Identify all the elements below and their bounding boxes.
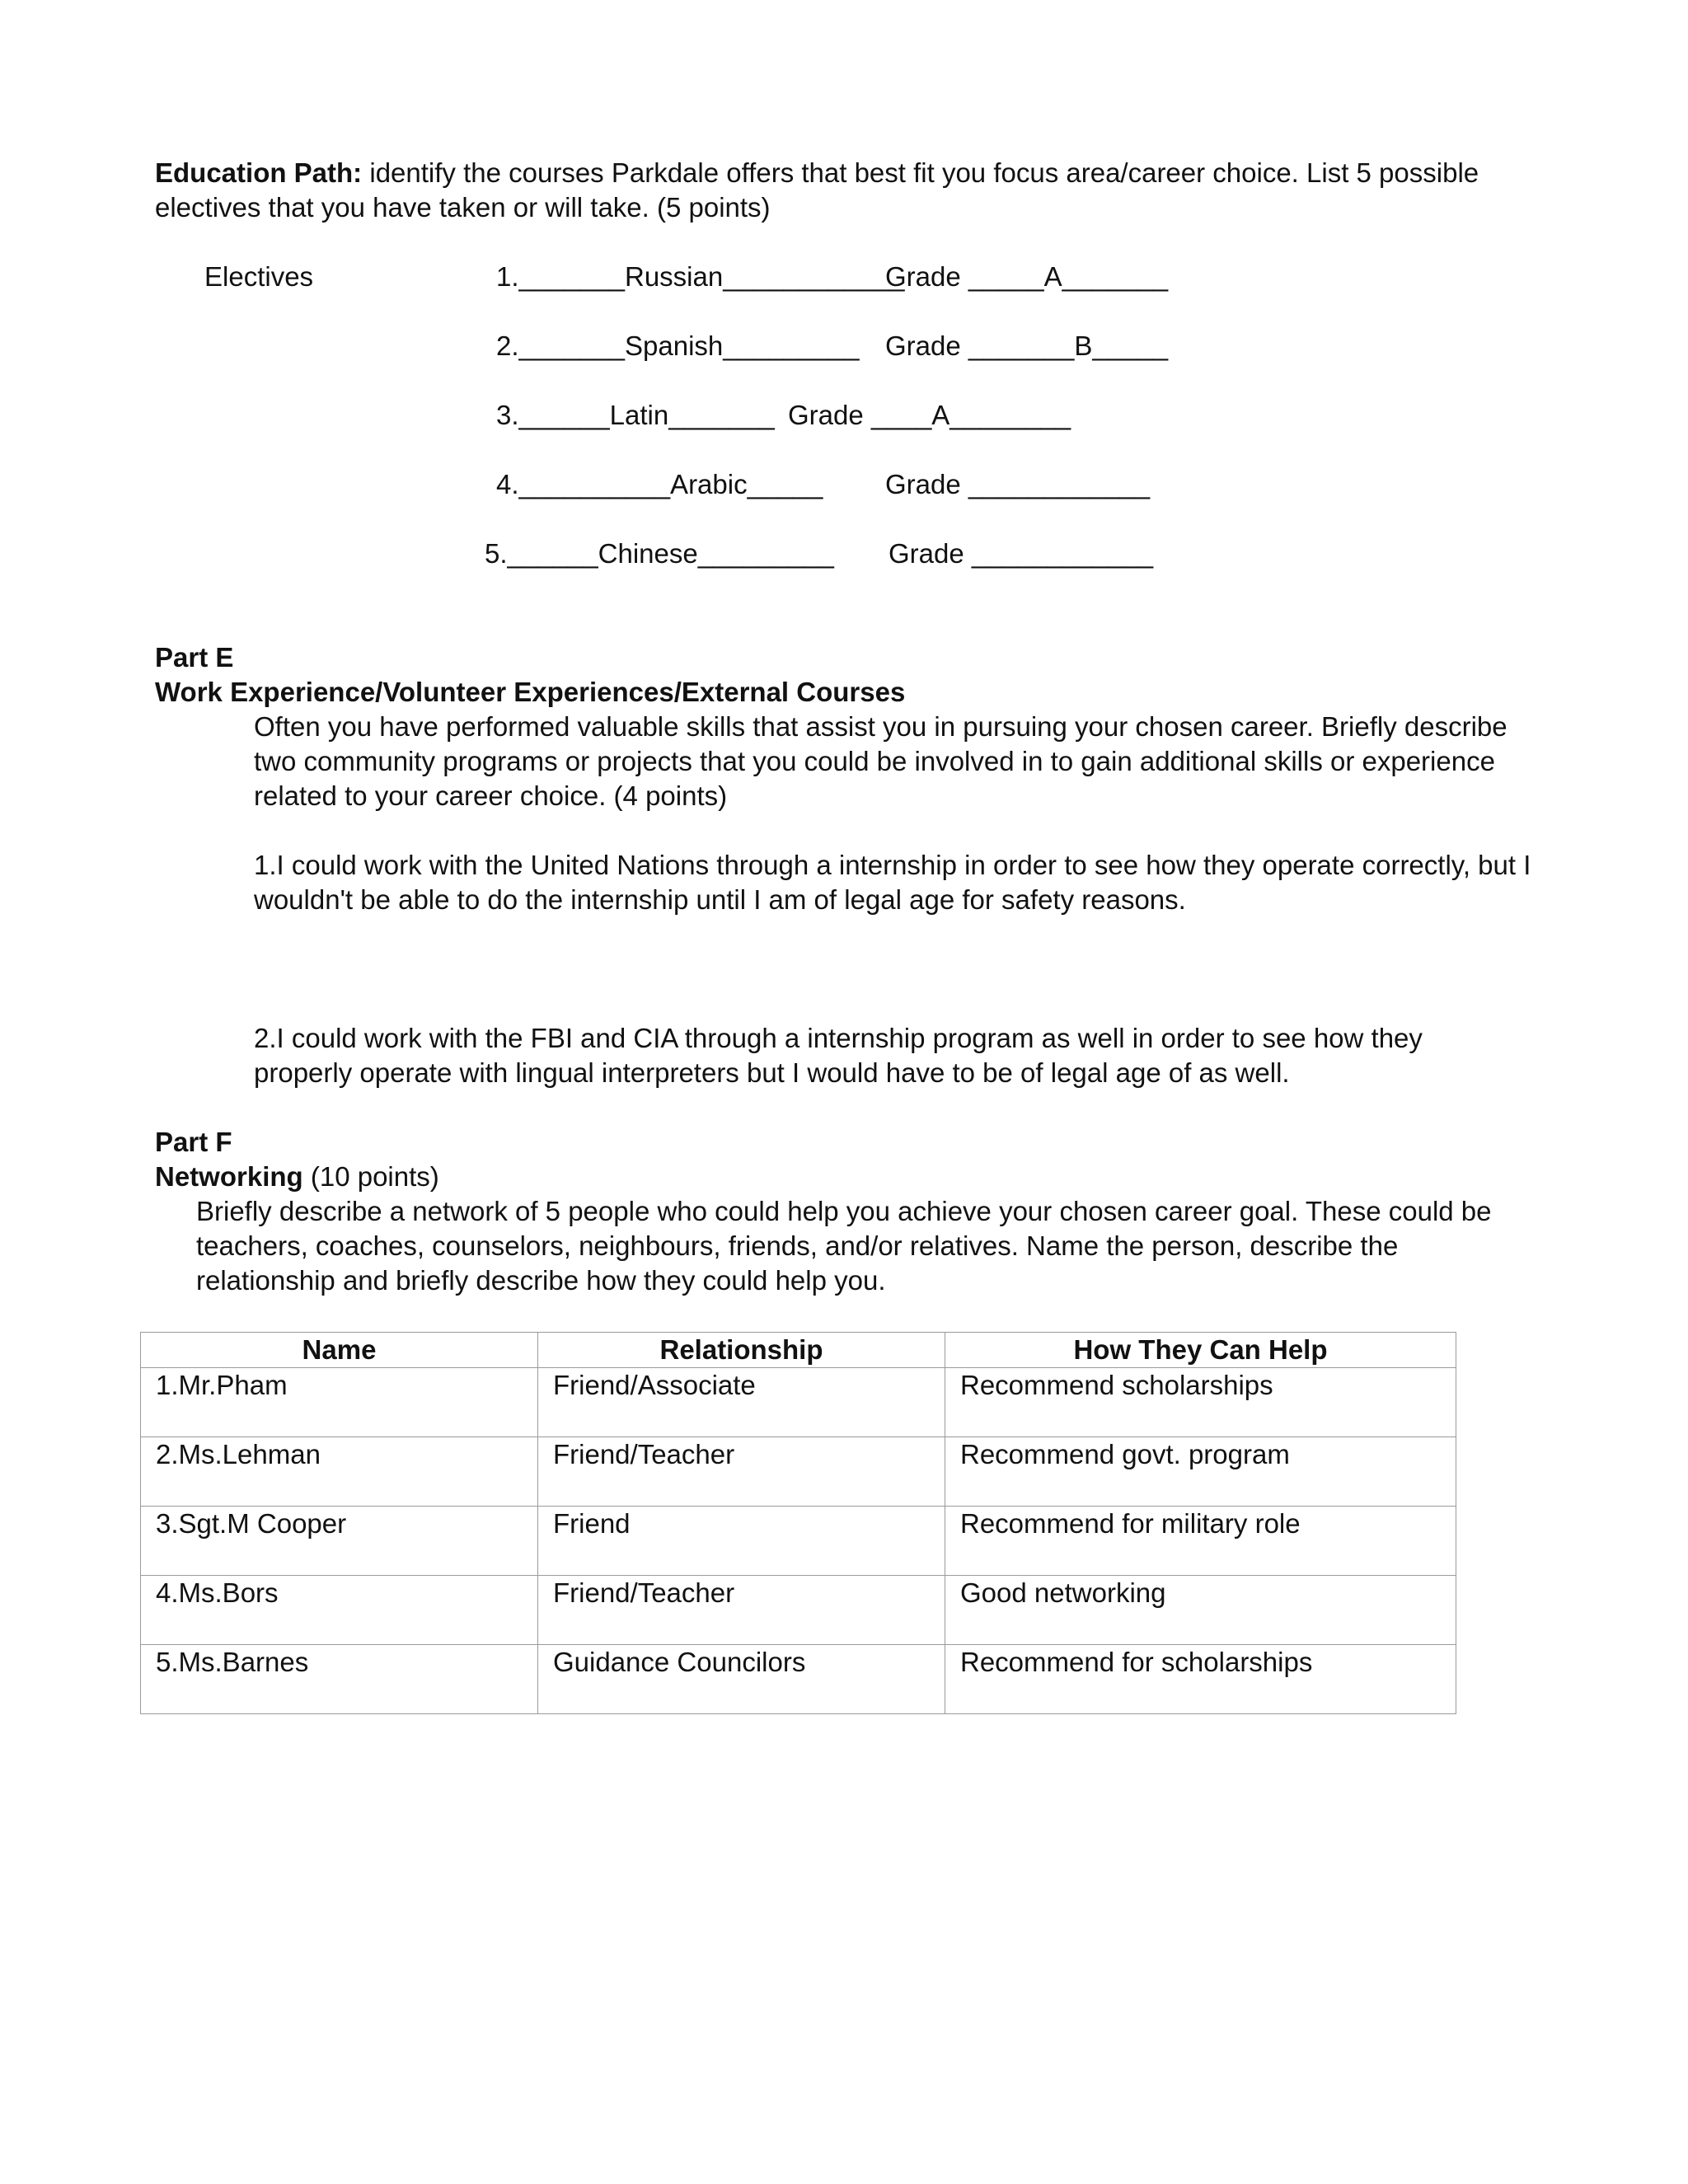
elective-grade-5: Grade ____________ [889, 538, 1154, 569]
elective-course-3: 3.______Latin_______ [496, 400, 775, 430]
table-row [141, 1437, 1456, 1507]
cell-help: Recommend scholarships [945, 1368, 1456, 1437]
education-text: identify the courses Parkdale offers that best fit you focus area/career choice. List 5 possible electives that you have taken or will take. (5 points) [155, 157, 1479, 223]
header-relationship: Relationship [538, 1333, 945, 1368]
part-f-subtitle-line [155, 1160, 439, 1194]
table-row [141, 1645, 1456, 1714]
cell-help: Good networking [945, 1576, 1456, 1645]
elective-course-5: 5.______Chinese_________ [485, 538, 834, 569]
elective-grade-1: Grade _____A_______ [885, 261, 1169, 292]
cell-help: Recommend for military role [945, 1507, 1456, 1576]
cell-help: Recommend govt. program [945, 1437, 1456, 1507]
part-f-title: Part F [155, 1127, 232, 1157]
part-e-answer-2: 2.I could work with the FBI and CIA through a internship program as well in order to see how they properly operate with lingual interpreters but I would have to be of legal age of as well. [254, 1023, 1423, 1088]
part-f-subtitle: Networking [155, 1161, 303, 1192]
network-table [140, 1332, 1456, 1714]
part-f-instructions: Briefly describe a network of 5 people who could help you achieve your chosen career goal. These could be teachers, coaches, counselors, neighbours, friends, and/or relatives. Name the person, describe the relationship and briefly describe how they could help you. [196, 1196, 1492, 1296]
cell-name: 1.Mr.Pham [141, 1368, 538, 1437]
cell-name: 3.Sgt.M Cooper [141, 1507, 538, 1576]
header-how-they-can-help: How They Can Help [945, 1333, 1456, 1368]
elective-course-1: 1._______Russian____________ [496, 261, 905, 292]
education-heading: Education Path: [155, 157, 363, 188]
table-row [141, 1507, 1456, 1576]
table-header-row [141, 1333, 1456, 1368]
elective-grade-3: Grade ____A________ [788, 400, 1071, 430]
header-name: Name [141, 1333, 538, 1368]
cell-relationship: Friend/Associate [538, 1368, 945, 1437]
cell-name: 2.Ms.Lehman [141, 1437, 538, 1507]
education-intro [155, 156, 1523, 225]
cell-relationship: Friend/Teacher [538, 1437, 945, 1507]
elective-course-4: 4.__________Arabic_____ [496, 469, 823, 499]
cell-name: 5.Ms.Barnes [141, 1645, 538, 1714]
elective-grade-2: Grade _______B_____ [885, 330, 1169, 361]
part-f-points: (10 points) [302, 1161, 439, 1192]
electives-label: Electives [204, 261, 314, 292]
cell-help: Recommend for scholarships [945, 1645, 1456, 1714]
cell-relationship: Guidance Councilors [538, 1645, 945, 1714]
elective-grade-4: Grade ____________ [885, 469, 1151, 499]
table-row [141, 1368, 1456, 1437]
part-e-instructions: Often you have performed valuable skills that assist you in pursuing your chosen career. Briefly describe two community programs or projects that you could be involved in to gain additional skills or experience related to your career choice. (4 points) [254, 711, 1507, 811]
cell-relationship: Friend [538, 1507, 945, 1576]
part-e-answer-1: 1.I could work with the United Nations through a internship in order to see how they operate correctly, but I wouldn't be able to do the internship until I am of legal age for safety reasons. [254, 850, 1531, 915]
cell-relationship: Friend/Teacher [538, 1576, 945, 1645]
cell-name: 4.Ms.Bors [141, 1576, 538, 1645]
part-e-title: Part E [155, 642, 234, 673]
table-row [141, 1576, 1456, 1645]
part-e-subtitle: Work Experience/Volunteer Experiences/External Courses [155, 677, 906, 707]
elective-course-2: 2._______Spanish_________ [496, 330, 860, 361]
